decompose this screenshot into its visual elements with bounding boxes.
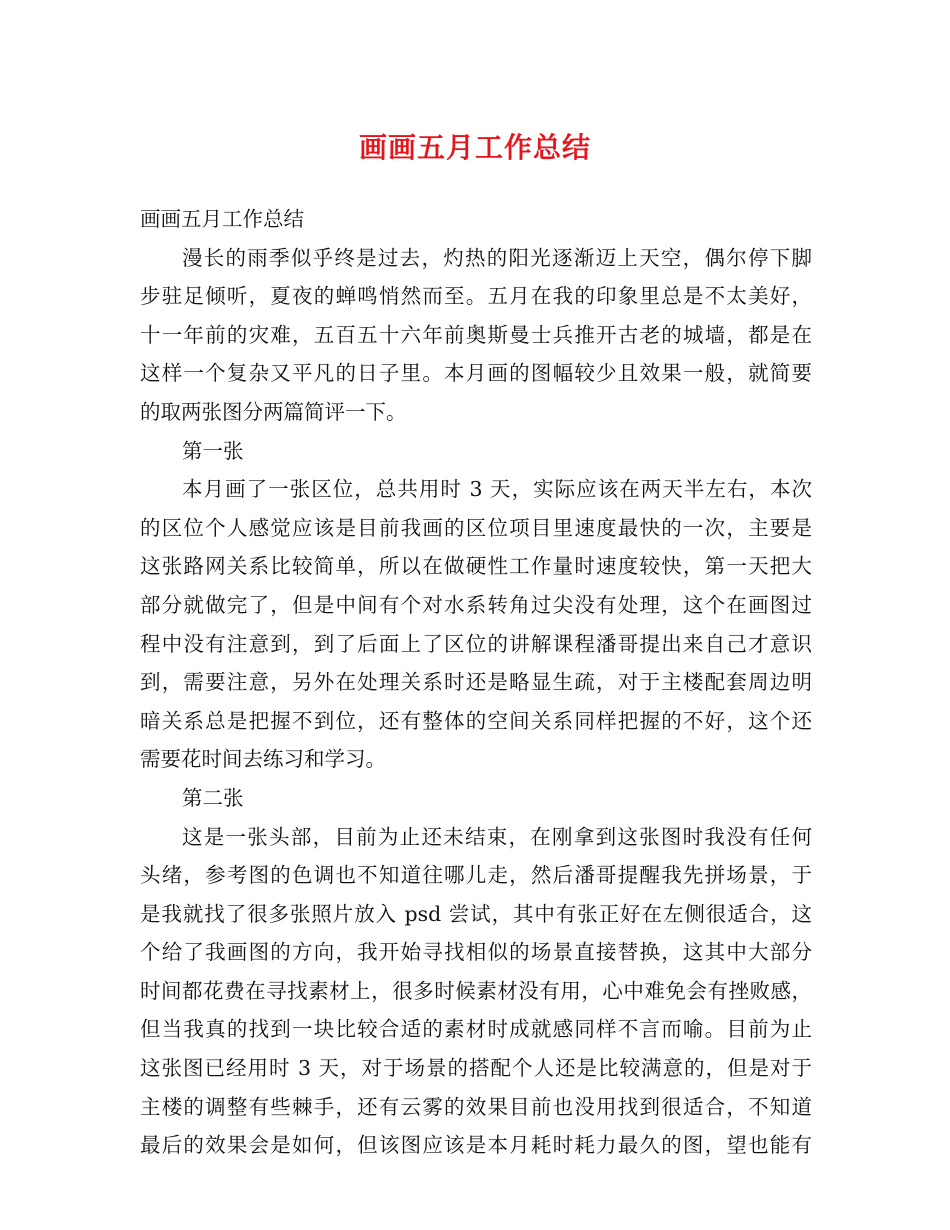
text-line: 这样一个复杂又平凡的日子里。本月画的图幅较少且效果一般，就简要 bbox=[140, 361, 812, 386]
text-line: 最后的效果会是如何，但该图应该是本月耗时耗力最久的图，望也能有 bbox=[140, 1133, 812, 1158]
text-line: 这张图已经用时 3 天，对于场景的搭配个人还是比较满意的，但是对于 bbox=[140, 1056, 812, 1081]
text-line: 画画五月工作总结 bbox=[140, 207, 304, 231]
text-line: 个给了我画图的方向，我开始寻找相似的场景直接替换，这其中大部分 bbox=[140, 940, 812, 965]
text-line: 的区位个人感觉应该是目前我画的区位项目里速度最快的一次，主要是 bbox=[140, 515, 812, 540]
text-line: 暗关系总是把握不到位，还有整体的空间关系同样把握的不好，这个还 bbox=[140, 708, 812, 733]
text-line: 主楼的调整有些棘手，还有云雾的效果目前也没用找到很适合，不知道 bbox=[140, 1094, 812, 1119]
text-line: 第二张 bbox=[182, 785, 244, 810]
text-line: 是我就找了很多张照片放入 psd 尝试，其中有张正好在左侧很适合，这 bbox=[140, 901, 812, 926]
text-line: 到，需要注意，另外在处理关系时还是略显生疏，对于主楼配套周边明 bbox=[140, 670, 812, 695]
text-line: 需要花时间去练习和学习。 bbox=[140, 747, 386, 772]
text-line: 这张路网关系比较简单，所以在做硬性工作量时速度较快，第一天把大 bbox=[140, 554, 812, 579]
text-line: 头绪，参考图的色调也不知道往哪儿走，然后潘哥提醒我先拼场景，于 bbox=[140, 863, 812, 888]
text-line: 本月画了一张区位，总共用时 3 天，实际应该在两天半左右，本次 bbox=[182, 477, 812, 502]
text-line: 程中没有注意到，到了后面上了区位的讲解课程潘哥提出来自己才意识 bbox=[140, 631, 812, 656]
text-line: 第一张 bbox=[182, 438, 244, 463]
text-line: 漫长的雨季似乎终是过去，灼热的阳光逐渐迈上天空，偶尔停下脚 bbox=[182, 245, 812, 270]
text-line: 十一年前的灾难，五百五十六年前奥斯曼士兵推开古老的城墙，都是在 bbox=[140, 322, 812, 347]
text-line: 的取两张图分两篇简评一下。 bbox=[140, 399, 407, 424]
text-line: 这是一张头部，目前为止还未结束，在刚拿到这张图时我没有任何 bbox=[182, 824, 812, 849]
document-body bbox=[140, 200, 812, 1165]
document-title: 画画五月工作总结 bbox=[358, 131, 591, 164]
text-line: 部分就做完了，但是中间有个对水系转角过尖没有处理，这个在画图过 bbox=[140, 592, 812, 617]
text-line: 时间都花费在寻找素材上，很多时候素材没有用，心中难免会有挫败感， bbox=[140, 978, 812, 1003]
text-line: 步驻足倾听，夏夜的蝉鸣悄然而至。五月在我的印象里总是不太美好， bbox=[140, 284, 812, 309]
text-line: 但当我真的找到一块比较合适的素材时成就感同样不言而喻。目前为止 bbox=[140, 1017, 812, 1042]
